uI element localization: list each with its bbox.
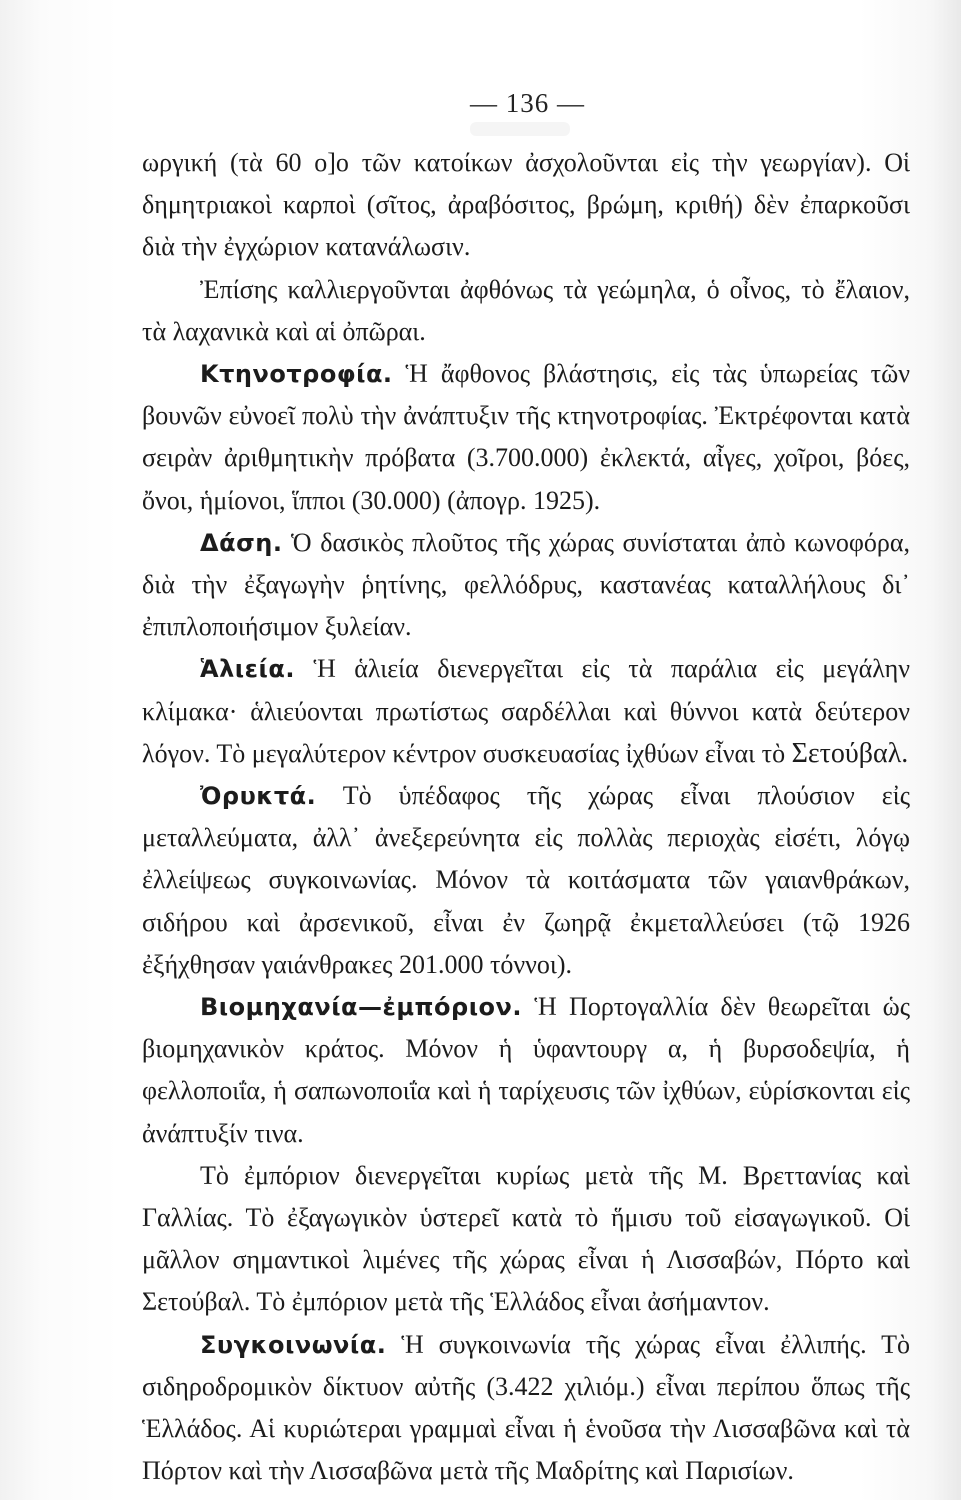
paragraph-trade-partners (142, 1155, 910, 1324)
paragraph-text: Τὸ ὑπέδαφος τῆς χώρας εἶναι πλούσιον εἰς μεταλλεύματα, ἀλλ᾽ ἀνεξερεύνητα εἰς πολλὰς περιοχὰς εἰσέτι, λόγῳ ἐλλείψεως συγκοινωνίας. Μόνον τὰ κοιτάσματα τῶν γαιανθράκων, σιδήρου καὶ ἀρσενικοῦ, εἶναι ἐν ζωηρᾷ ἐκμεταλλεύσει (τῷ 1926 ἐξήχθησαν γαιάνθρακες 201.000 τόννοι). (142, 781, 910, 979)
paragraph-text: Ὁ δασικὸς πλοῦτος τῆς χώρας συνίσταται ἀπὸ κωνοφόρα, διὰ τὴν ἐξαγωγὴν ῥητίνης, φελλόδρυς, καστανέας καταλλήλους δι᾽ ἐπιπλοποιήσιμον ξυλείαν. (142, 527, 910, 642)
paragraph-text: Τὸ ἐμπόριον διενεργεῖται κυρίως μετὰ τῆς Μ. Βρεττανίας καὶ Γαλλίας. Τὸ ἐξαγωγικὸν ὑστερεῖ κατὰ τὸ ἥμισυ τοῦ εἰσαγωγικοῦ. Οἱ μᾶλλον σημαντικοὶ λιμένες τῆς χώρας εἶναι ἡ Λισσαβών, Πόρτο καὶ Σετούβαλ. Τὸ ἐμπόριον μετὰ τῆς Ἑλλάδος εἶναι ἀσήμαντον. (142, 1160, 910, 1317)
paragraph-livestock (142, 353, 910, 522)
bleed-through-shadow (470, 122, 570, 136)
paragraph-fishing (142, 648, 910, 775)
paragraph-text: ωργική (τὰ 60 ο]ο τῶν κατοίκων ἀσχολοῦνται εἰς τὴν γεωργίαν). Οἱ δημητριακοὶ καρποὶ (σῖτος, ἀραβόσιτος, βρώμη, κριθή) δὲν ἐπαρκοῦσι διὰ τὴν ἐγχώριον κατανάλωσιν. (142, 148, 910, 262)
section-heading-livestock: Κτηνοτροφία. (200, 360, 393, 389)
paragraph-industry-trade (142, 986, 910, 1155)
section-heading-forests: Δάση. (200, 528, 283, 557)
paragraph-olive-wine (142, 269, 910, 353)
page-number: — 136 — (470, 88, 585, 118)
paragraph-communications (142, 1324, 910, 1493)
body-text (142, 142, 910, 1493)
section-heading-industry-trade: Βιομηχανία—ἐμπόριον. (200, 993, 523, 1022)
paragraph-text: Ἡ Πορτογαλλία δὲν θεωρεῖται ὡς βιομηχανικὸν κράτος. Μόνον ἡ ὑφαντουργ α, ἡ βυρσοδεψία, ἡ φελλοποιΐα, ἡ σαπωνοποιΐα καὶ ἡ ταρίχευσις τῶν ἰχθύων, εὑρίσκονται εἰς ἀνάπτυξίν τινα. (142, 992, 910, 1148)
paragraph-text: Ἡ συγκοινωνία τῆς χώρας εἶναι ἐλλιπής. Τὸ σιδηροδρομικὸν δίκτυον αὐτῆς (3.422 χιλιόμ.) εἶναι περίπου ὅπως τῆς Ἑλλάδος. Αἱ κυριώτεραι γραμμαὶ εἶναι ἡ ἑνοῦσα τὴν Λισσαβῶνα καὶ τὰ Πόρτον καὶ τὴν Λισσαβῶνα μετὰ τῆς Μαδρίτης καὶ Παρισίων. (142, 1329, 910, 1486)
section-heading-communications: Συγκοινωνία. (200, 1330, 387, 1359)
paragraph-text: Ἐπίσης καλλιεργοῦνται ἀφθόνως τὰ γεώμηλα, ὁ οἶνος, τὸ ἔλαιον, τὰ λαχανικὰ καὶ αἱ ὀπῶραι. (142, 274, 910, 346)
paragraph-text: Ἡ ἁλιεία διενεργεῖται εἰς τὰ παράλια εἰς μεγάλην κλίμακα· ἁλιεύονται πρωτίστως σαρδέλλαι καὶ θύννοι κατὰ δεύτερον λόγον. Τὸ μεγαλύτερον κέντρον συσκευασίας ἰχθύων εἶναι τὸ (142, 654, 910, 768)
section-heading-fishing: Ἁλιεία. (200, 655, 295, 684)
paragraph-text: Ἡ ἄφθονος βλάστησις, εἰς τὰς ὑπωρείας τῶν βουνῶν εὐνοεῖ πολὺ τὴν ἀνάπτυξιν τῆς κτηνοτροφίας. Ἐκτρέφονται κατὰ σειρὰν ἀριθμητικὴν πρόβατα (3.700.000) ἐκλεκτά, αἶγες, χοῖροι, βόες, ὄνοι, ἡμίονοι, ἵπποι (30.000) (ἀπογρ. 1925). (142, 359, 910, 515)
paragraph-agriculture-continued (142, 142, 910, 269)
place-name-setubal: Σετούβαλ. (791, 737, 909, 769)
paragraph-minerals (142, 775, 910, 986)
section-heading-minerals: Ὀρυκτά. (200, 782, 317, 811)
paragraph-forests (142, 522, 910, 649)
